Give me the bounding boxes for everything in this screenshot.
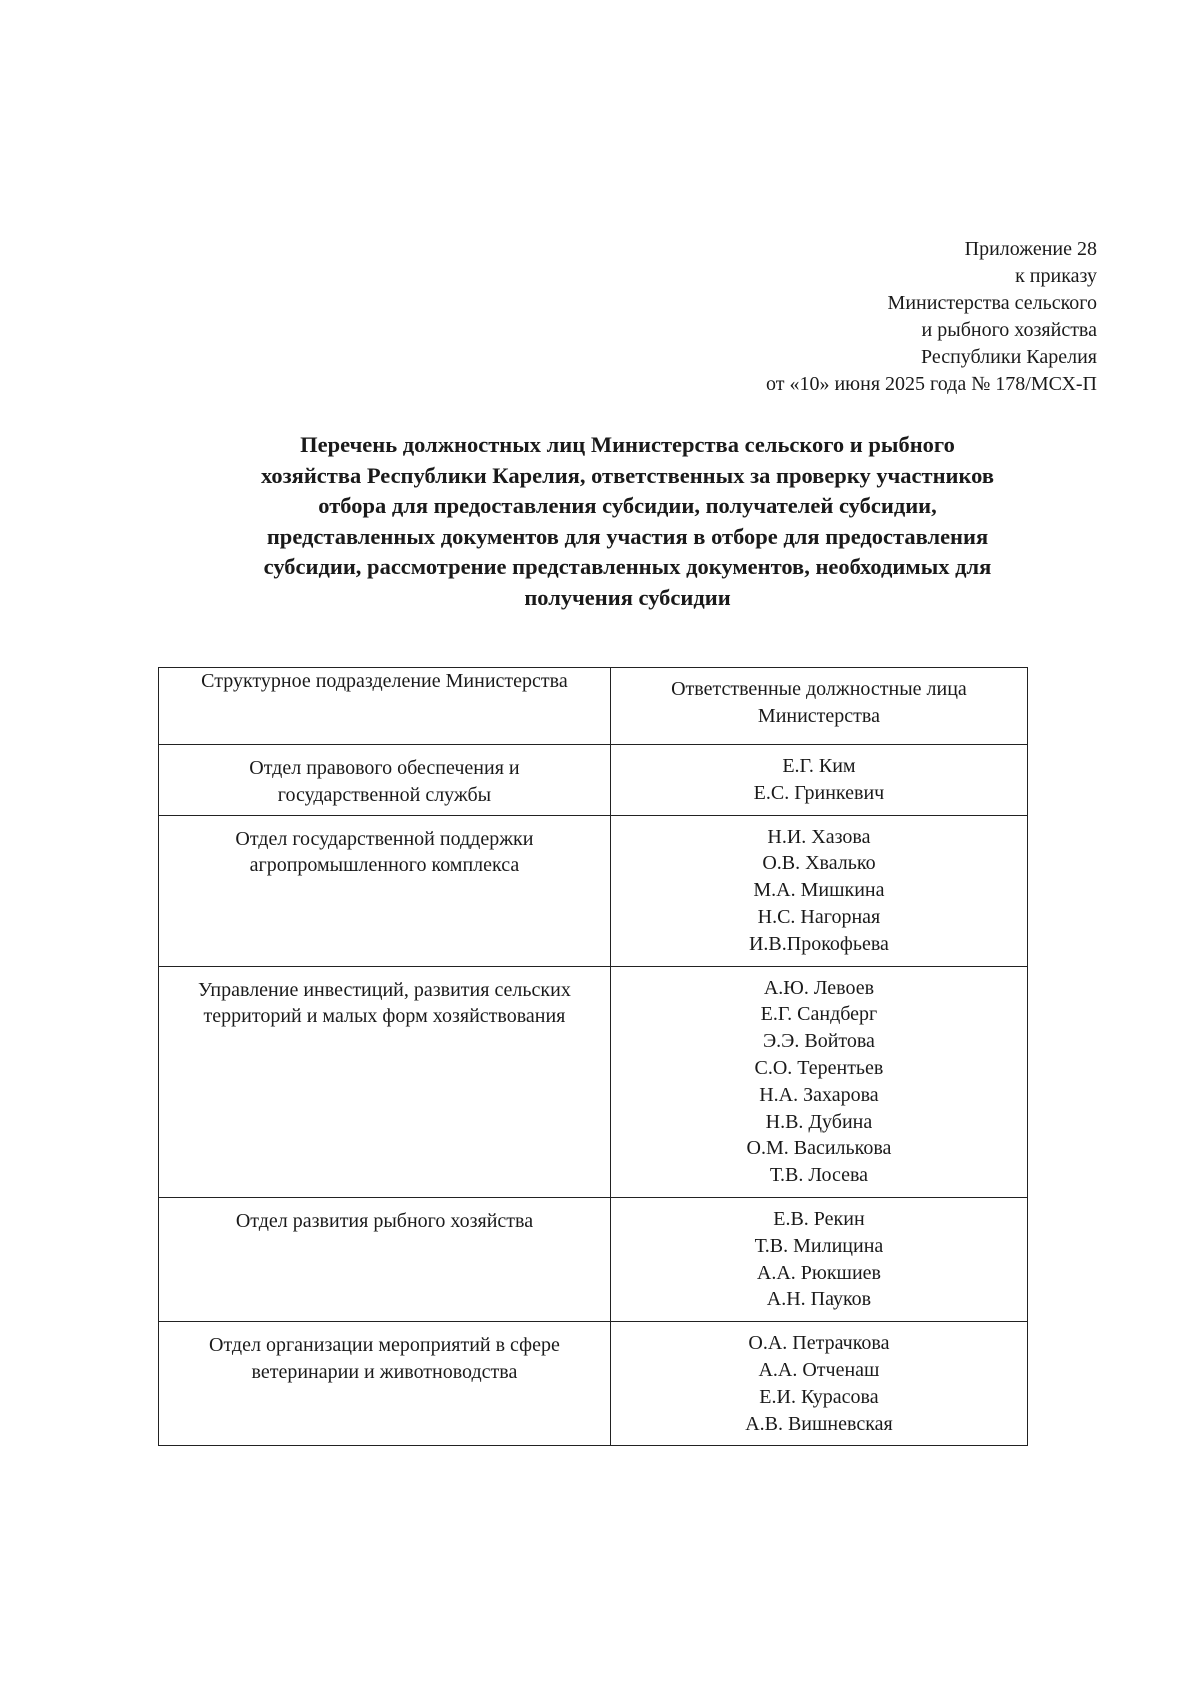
- officials-list: [611, 1322, 1027, 1445]
- department-name-line: Управление инвестиций, развития сельских: [198, 978, 571, 1001]
- department-cell: [159, 966, 611, 1197]
- department-cell: [159, 1197, 611, 1321]
- officials-cell: [610, 1322, 1027, 1446]
- department-cell: [159, 815, 611, 966]
- officials-list: [611, 1198, 1027, 1321]
- department-name-line: Отдел организации мероприятий в сфере: [209, 1334, 560, 1357]
- appendix-ministry: Министерства сельского: [887, 292, 1097, 314]
- officials-cell: [610, 1197, 1027, 1321]
- officials-table: [158, 667, 1028, 1446]
- appendix-order-ref: к приказу: [1015, 265, 1097, 287]
- department-cell: [159, 745, 611, 816]
- title-line: отбора для предоставления субсидии, получателей субсидии,: [318, 493, 937, 518]
- department-cell: [159, 1322, 611, 1446]
- official-name: Е.В. Рекин: [773, 1207, 865, 1230]
- officials-list: [611, 745, 1027, 815]
- table-row: [159, 745, 1028, 816]
- official-name: А.А. Отченаш: [758, 1358, 880, 1381]
- document-title: [175, 430, 1080, 613]
- appendix-number: Приложение 28: [964, 238, 1097, 260]
- official-name: А.Ю. Левоев: [763, 976, 875, 999]
- title-line: получения субсидии: [524, 584, 731, 610]
- department-name: [159, 1198, 610, 1235]
- department-name-line: ветеринарии и животноводства: [251, 1360, 518, 1383]
- official-name: О.А. Петрачкова: [748, 1332, 890, 1355]
- header-officials-line2: Министерства: [757, 704, 880, 727]
- table-row: [159, 1197, 1028, 1321]
- official-name: О.М. Василькова: [746, 1137, 892, 1160]
- official-name: С.О. Терентьев: [754, 1056, 884, 1079]
- official-name: О.В. Хвалько: [762, 852, 876, 875]
- official-name: Э.Э. Войтова: [762, 1030, 875, 1053]
- official-name: Е.С. Гринкевич: [753, 781, 885, 804]
- official-name: Н.А. Захарова: [759, 1083, 879, 1106]
- title-line: хозяйства Республики Карелия, ответственных за проверку участников: [260, 462, 995, 488]
- department-name-line: государственной службы: [277, 783, 492, 806]
- department-name: [159, 745, 610, 809]
- appendix-ministry-cont: и рыбного хозяйства: [921, 319, 1097, 341]
- department-name-line: агропромышленного комплекса: [249, 854, 520, 877]
- official-name: Н.И. Хазова: [767, 825, 871, 848]
- official-name: А.А. Рюкшиев: [756, 1261, 881, 1284]
- department-name: [159, 816, 610, 880]
- department-name-line: Отдел правового обеспечения и: [249, 757, 520, 779]
- official-name: А.В. Вишневская: [745, 1412, 893, 1435]
- appendix-republic: Республики Карелия: [920, 346, 1097, 368]
- department-name-line: Отдел развития рыбного хозяйства: [235, 1209, 534, 1232]
- title-line: субсидии, рассмотрение представленных документов, необходимых для: [263, 554, 992, 579]
- officials-cell: [610, 745, 1027, 816]
- official-name: А.Н. Пауков: [766, 1288, 872, 1311]
- official-name: Е.И. Курасова: [759, 1385, 879, 1408]
- header-department: [159, 668, 611, 745]
- title-line: Перечень должностных лиц Министерства сельского и рыбного: [300, 432, 955, 457]
- officials-cell: [610, 966, 1027, 1197]
- appendix-header: [766, 236, 1097, 398]
- appendix-order-date: от «10» июня 2025 года № 178/МСХ-П: [766, 373, 1097, 395]
- officials-list: [611, 816, 1027, 966]
- official-name: И.В.Прокофьева: [748, 932, 889, 955]
- department-name: [159, 967, 610, 1031]
- official-name: Е.Г. Ким: [782, 755, 856, 777]
- official-name: Т.В. Лосева: [769, 1164, 869, 1187]
- title-line: представленных документов для участия в отборе для предоставления: [266, 523, 989, 549]
- header-officials: [610, 668, 1027, 745]
- header-officials-line1: Ответственные должностные лица: [671, 678, 967, 700]
- table-row: [159, 1322, 1028, 1446]
- table-row: [159, 966, 1028, 1197]
- department-name-line: Отдел государственной поддержки: [235, 827, 534, 850]
- table-header-row: [159, 668, 1028, 745]
- officials-list: [611, 967, 1027, 1197]
- official-name: Н.С. Нагорная: [757, 905, 881, 928]
- table-row: [159, 815, 1028, 966]
- department-name: [159, 1322, 610, 1386]
- header-department-label: Структурное подразделение Министерства: [201, 670, 568, 692]
- officials-cell: [610, 815, 1027, 966]
- official-name: Т.В. Милицина: [754, 1234, 884, 1257]
- official-name: М.А. Мишкина: [753, 879, 885, 902]
- official-name: Н.В. Дубина: [765, 1110, 873, 1133]
- official-name: Е.Г. Сандберг: [760, 1003, 878, 1026]
- department-name-line: территорий и малых форм хозяйствования: [203, 1005, 566, 1028]
